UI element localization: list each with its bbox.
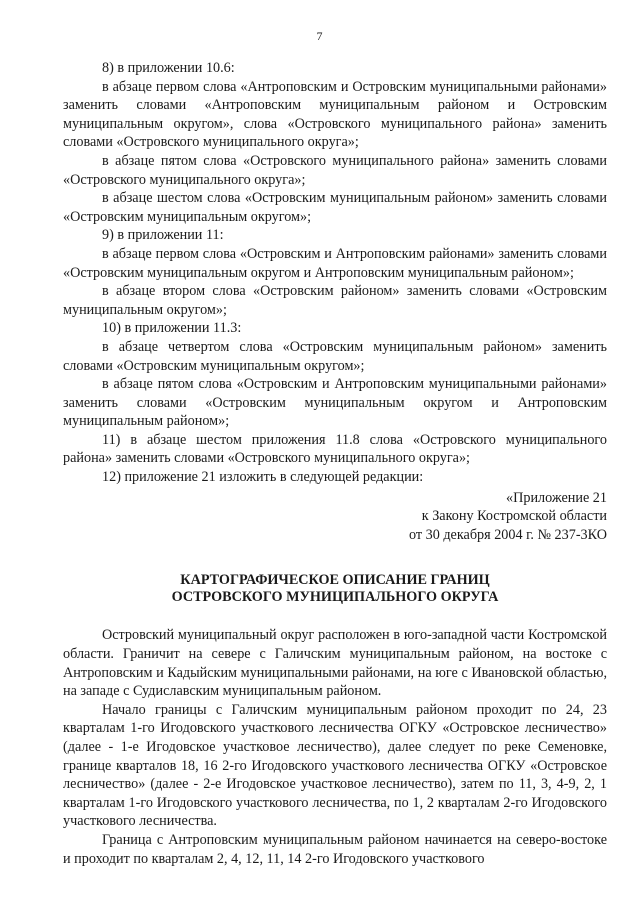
- amendment-paragraph: 12) приложение 21 изложить в следующей редакции:: [102, 469, 424, 486]
- amendment-paragraph: в абзаце пятом слова «Островского муниципального района» заменить словами «Островского муниципального округа»;: [63, 152, 607, 188]
- description-paragraph: Граница с Антроповским муниципальным районом начинается на северо-востоке и проходит по кварталам 2, 4, 12, 11, 14 2-го Игодовского участкового: [63, 831, 607, 867]
- amendment-paragraph: 11) в абзаце шестом приложения 11.8 слова «Островского муниципального района» заменить словами «Островского муниципального округа»;: [63, 431, 607, 467]
- amendment-paragraph: в абзаце втором слова «Островским районом» заменить словами «Островским муниципальным округом»;: [63, 283, 607, 318]
- description-paragraph: Начало границы с Галичским муниципальным районом проходит по 24, 23 кварталам 1-го Игодовского участкового лесничества ОГКУ «Островское лесничество» (далее - 1-е Игодовское участковое лесничество), далее следует по реке Семеновке, границе кварталов 18, 16 2-го Игодовского участкового лесничества ОГКУ «Островское лесничество» (далее - 2-е Игодовское участковое лесничество), затем по 11, 3, 4-9, 2, 1 кварталам 1-го Игодовского участкового лесничества, по 1, 2 кварталам 2-го Игодовского участкового лесничества.: [63, 701, 607, 830]
- appendix-ref-line: от 30 декабря 2004 г. № 237-3КО: [408, 526, 607, 543]
- section-heading: [63, 572, 607, 606]
- document-body: [63, 59, 607, 868]
- amendment-paragraph: в абзаце четвертом слова «Островским муниципальным районом» заменить словами «Островским муниципальным округом»;: [63, 338, 607, 374]
- heading-line: КАРТОГРАФИЧЕСКОЕ ОПИСАНИЕ ГРАНИЦ: [180, 572, 490, 589]
- amendment-paragraph: 8) в приложении 10.6:: [102, 60, 235, 76]
- heading-line: ОСТРОВСКОГО МУНИЦИПАЛЬНОГО ОКРУГА: [171, 589, 499, 606]
- amendment-paragraph: 10) в приложении 11.3:: [102, 320, 242, 337]
- amendment-paragraph: в абзаце первом слова «Островским и Антроповским районами» заменить словами «Островским муниципальным округом и Антроповским муниципальным районом»;: [63, 245, 607, 281]
- description-paragraph: Островский муниципальный округ расположен в юго-западной части Костромской области. Граничит на севере с Галичским муниципальным районом, на востоке с Антроповским и Кадыйским муниципальными районами, на юге с Ивановской областью, на западе с Судиславским муниципальным районом.: [63, 627, 607, 700]
- appendix-ref-line: «Приложение 21: [506, 489, 607, 506]
- amendment-paragraph: в абзаце пятом слова «Островским и Антроповским муниципальными районами» заменить словами «Островским муниципальным округом и Антроповским муниципальным районом»;: [63, 376, 607, 430]
- amendment-paragraph: в абзаце первом слова «Антроповским и Островским муниципальными районами» заменить словами «Антроповским муниципальным районом и Островским муниципальным округом», слова «Островского муниципального района» заменить словами «Островского муниципального округа»;: [63, 78, 607, 151]
- amendment-paragraph: в абзаце шестом слова «Островским муниципальным районом» заменить словами «Островским муниципальным округом»;: [63, 190, 607, 225]
- page-number: 7: [316, 29, 323, 43]
- amendment-paragraph: 9) в приложении 11:: [102, 227, 224, 244]
- appendix-ref-line: к Закону Костромской области: [421, 508, 607, 525]
